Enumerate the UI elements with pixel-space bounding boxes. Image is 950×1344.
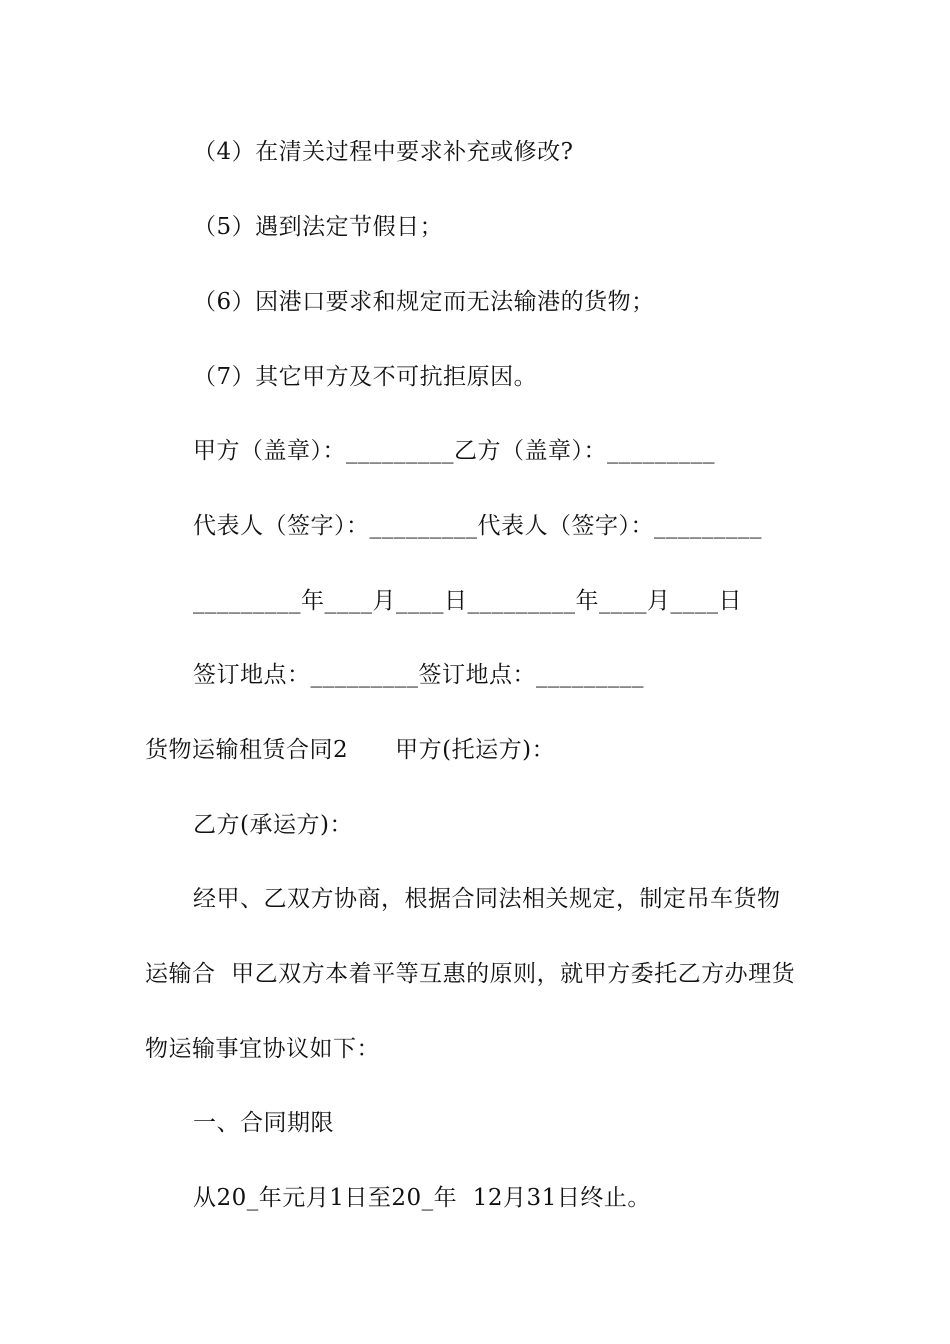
contract-title-party-a: 货物运输租赁合同2 甲方(托运方)： [145,737,556,763]
contract-term-text: 从20_年元月1日至20_年 12月31日终止。 [193,1185,651,1211]
preamble-paragraph-line-2: 运输合 甲乙双方本着平等互惠的原则，就甲方委托乙方办理货 [145,961,796,987]
date-line: _________年____月____日_________年____月____日 [193,588,742,614]
clause-item-5: （5）遇到法定节假日； [193,214,444,240]
clause-item-4: （4）在清关过程中要求补充或修改? [193,139,574,165]
party-b-line: 乙方(承运方)： [193,812,353,838]
clause-item-7: （7）其它甲方及不可抗拒原因。 [193,364,538,390]
clause-item-6: （6）因港口要求和规定而无法输港的货物； [193,289,655,315]
preamble-paragraph-line-3: 物运输事宜协议如下： [145,1036,380,1062]
section-heading-contract-term: 一、合同期限 [193,1110,334,1136]
seal-line: 甲方（盖章）：_________乙方（盖章）：_________ [193,438,715,464]
signing-location-line: 签订地点：_________签订地点：_________ [193,662,644,688]
representative-signature-line: 代表人（签字）：_________代表人（签字）：_________ [193,513,762,539]
preamble-paragraph-line-1: 经甲、乙双方协商，根据合同法相关规定，制定吊车货物 [193,886,781,912]
